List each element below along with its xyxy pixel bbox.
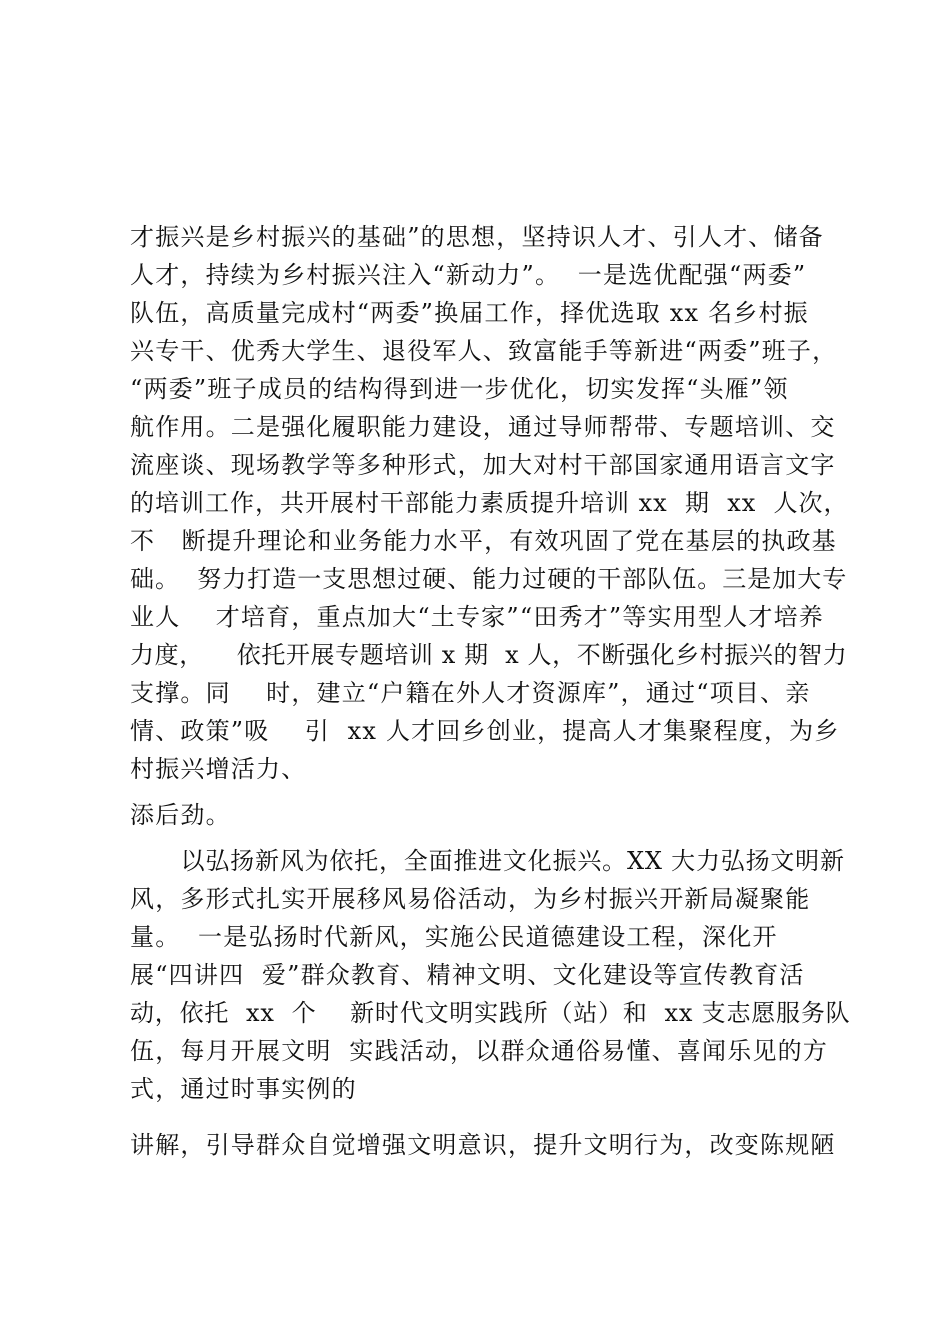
text-line: 支撑。同 时，建立“户籍在外人才资源库”，通过“项目、亲 (130, 679, 811, 707)
text-line: 量。 一是弘扬时代新风，实施公民道德建设工程，深化开 (130, 923, 778, 951)
text-line: 航作用。二是强化履职能力建设，通过导师帮带、专题培训、交 (130, 413, 836, 441)
text-line: 式，通过时事实例的 (130, 1075, 357, 1103)
text-line: 兴专干、优秀大学生、退役军人、致富能手等新进“两委”班子， (130, 337, 838, 365)
text-line: 讲解，引导群众自觉增强文明意识，提升文明行为，改变陈规陋 (130, 1131, 836, 1159)
text-line: 村振兴增活力、 (130, 755, 307, 783)
text-line: 力度， 依托开展专题培训 x 期 x 人，不断强化乡村振兴的智力 (130, 641, 848, 669)
text-line: 业人 才培育，重点加大“土专家”“田秀才”等实用型人才培养 (130, 603, 824, 631)
text-line: 人才，持续为乡村振兴注入“新动力”。 一是选优配强“两委” (130, 261, 807, 289)
text-line: 不 断提升理论和业务能力水平，有效巩固了党在基层的执政基 (130, 527, 837, 555)
text-line: 以弘扬新风为依托，全面推进文化振兴。XX 大力弘扬文明新 (130, 847, 845, 875)
text-line: 添后劲。 (130, 801, 231, 829)
text-line: 才振兴是乡村振兴的基础”的思想，坚持识人才、引人才、储备 (130, 223, 824, 251)
text-line: 伍，每月开展文明 实践活动，以群众通俗易懂、喜闻乐见的方 (130, 1037, 829, 1065)
text-line: 展“四讲四 爱”群众教育、精神文明、文化建设等宣传教育活 (130, 961, 805, 989)
text-line: 流座谈、现场教学等多种形式，加大对村干部国家通用语言文字 (130, 451, 836, 479)
text-line: 动，依托 xx 个 新时代文明实践所（站）和 xx 支志愿服务队 (130, 999, 851, 1027)
text-line: 队伍，高质量完成村“两委”换届工作，择优选取 xx 名乡村振 (130, 299, 809, 327)
text-line: 的培训工作，共开展村干部能力素质提升培训 xx 期 xx 人次， (130, 489, 849, 517)
text-line: 风，多形式扎实开展移风易俗活动，为乡村振兴开新局凝聚能 (130, 885, 811, 913)
text-line: 情、政策”吸 引 xx 人才回乡创业，提高人才集聚程度，为乡 (130, 717, 840, 745)
text-line: “两委”班子成员的结构得到进一步优化，切实发挥“头雁”领 (130, 375, 789, 403)
text-line: 础。 努力打造一支思想过硬、能力过硬的干部队伍。三是加大专 (130, 565, 848, 593)
